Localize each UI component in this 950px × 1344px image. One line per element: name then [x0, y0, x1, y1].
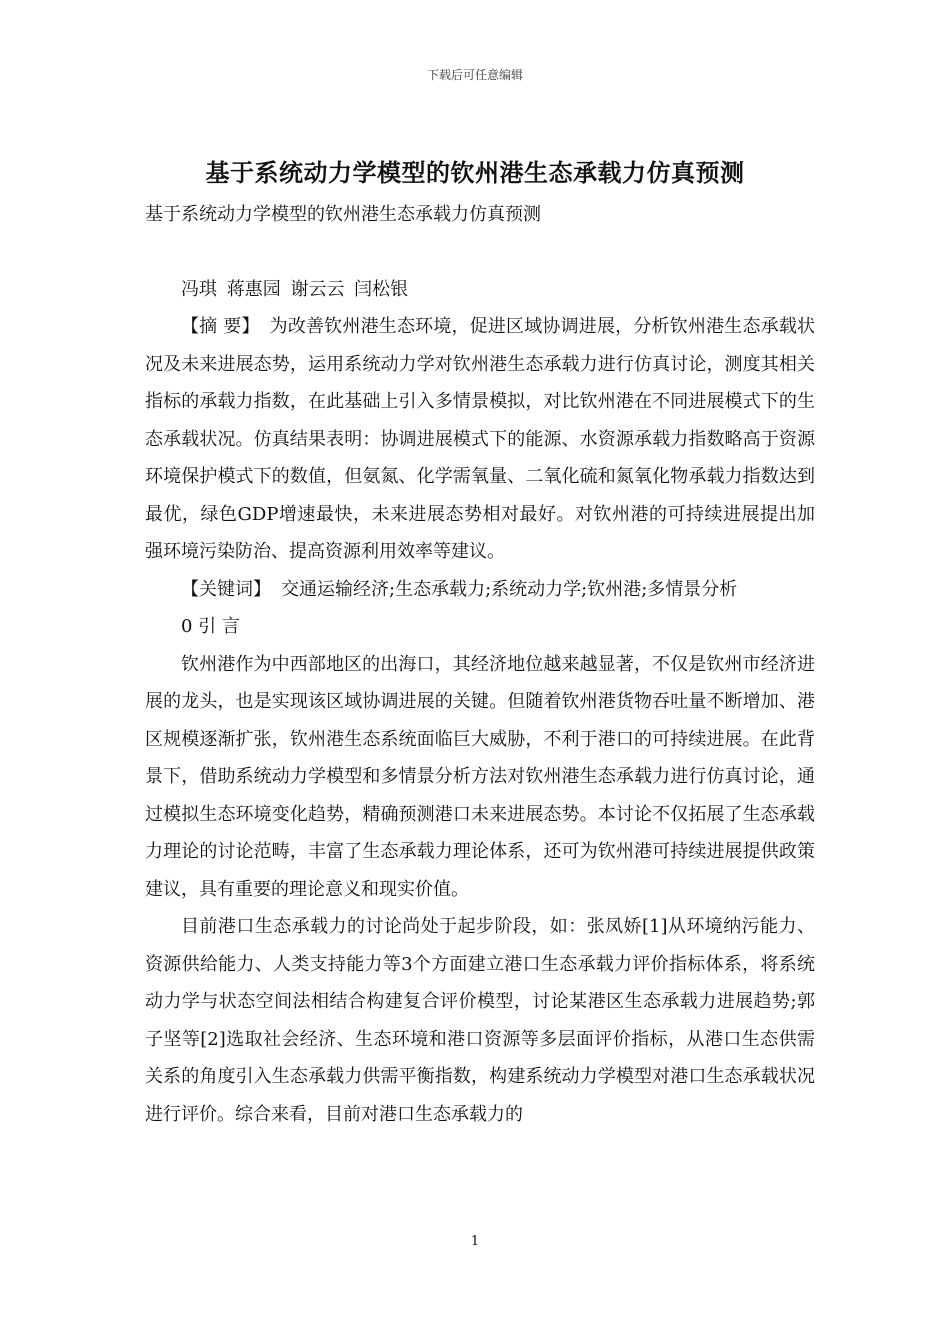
body-paragraph-2: 目前港口生态承载力的讨论尚处于起步阶段，如：张凤娇[1]从环境纳污能力、资源供给能力、人类支持能力等3个方面建立港口生态承载力评价指标体系，将系统动力学与状态空间法相结合构建复合评价模型，讨论某港区生态承载力进展趋势;郭子坚等[2]选取社会经济、生态环境和港口资源等多层面评价指标，从港口生态供需关系的角度引入生态承载力供需平衡指数，构建系统动力学模型对港口生态承载状况进行评价。综合来看，目前对港口生态承载力的 — [145, 916, 815, 1125]
author-list: 冯琪 蒋惠园 谢云云 闫松银 — [181, 278, 409, 300]
keywords-text: 交通运输经济;生态承载力;系统动力学;钦州港;多情景分析 — [281, 578, 738, 600]
document-title: 基于系统动力学模型的钦州港生态承载力仿真预测 — [205, 158, 745, 187]
abstract-paragraph — [145, 308, 815, 571]
document-subtitle: 基于系统动力学模型的钦州港生态承载力仿真预测 — [145, 204, 541, 225]
page-number: 1 — [470, 1234, 480, 1249]
document-body — [145, 196, 815, 1133]
download-note: 下载后可任意编辑 — [426, 68, 523, 82]
abstract-text: 为改善钦州港生态环境，促进区域协调进展，分析钦州港生态承载状况及未来进展态势，运用系统动力学对钦州港生态承载力进行仿真讨论，测度其相关指标的承载力指数，在此基础上引入多情景模拟，对比钦州港在不同进展模式下的生态承载状况。仿真结果表明：协调进展模式下的能源、水资源承载力指数略高于资源环境保护模式下的数值，但氨氮、化学需氧量、二氧化硫和氮氧化物承载力指数达到最优，绿色GDP增速最快，未来进展态势相对最好。对钦州港的可持续进展提出加强环境污染防治、提高资源利用效率等建议。 — [145, 316, 815, 562]
body-paragraph-1: 钦州港作为中西部地区的出海口，其经济地位越来越显著，不仅是钦州市经济进展的龙头，也是实现该区域协调进展的关键。但随着钦州港货物吞吐量不断增加、港区规模逐渐扩张，钦州港生态系统面临巨大威胁，不利于港口的可持续进展。在此背景下，借助系统动力学模型和多情景分析方法对钦州港生态承载力进行仿真讨论，通过模拟生态环境变化趋势，精确预测港口未来进展态势。本讨论不仅拓展了生态承载力理论的讨论范畴，丰富了生态承载力理论体系，还可为钦州港可持续进展提供政策建议，具有重要的理论意义和现实价值。 — [145, 653, 815, 900]
keywords-label: 【关键词】 — [181, 578, 271, 600]
section-heading: 0 引 言 — [181, 616, 240, 637]
keywords-paragraph — [145, 571, 815, 609]
abstract-label: 【摘 要】 — [181, 316, 260, 337]
